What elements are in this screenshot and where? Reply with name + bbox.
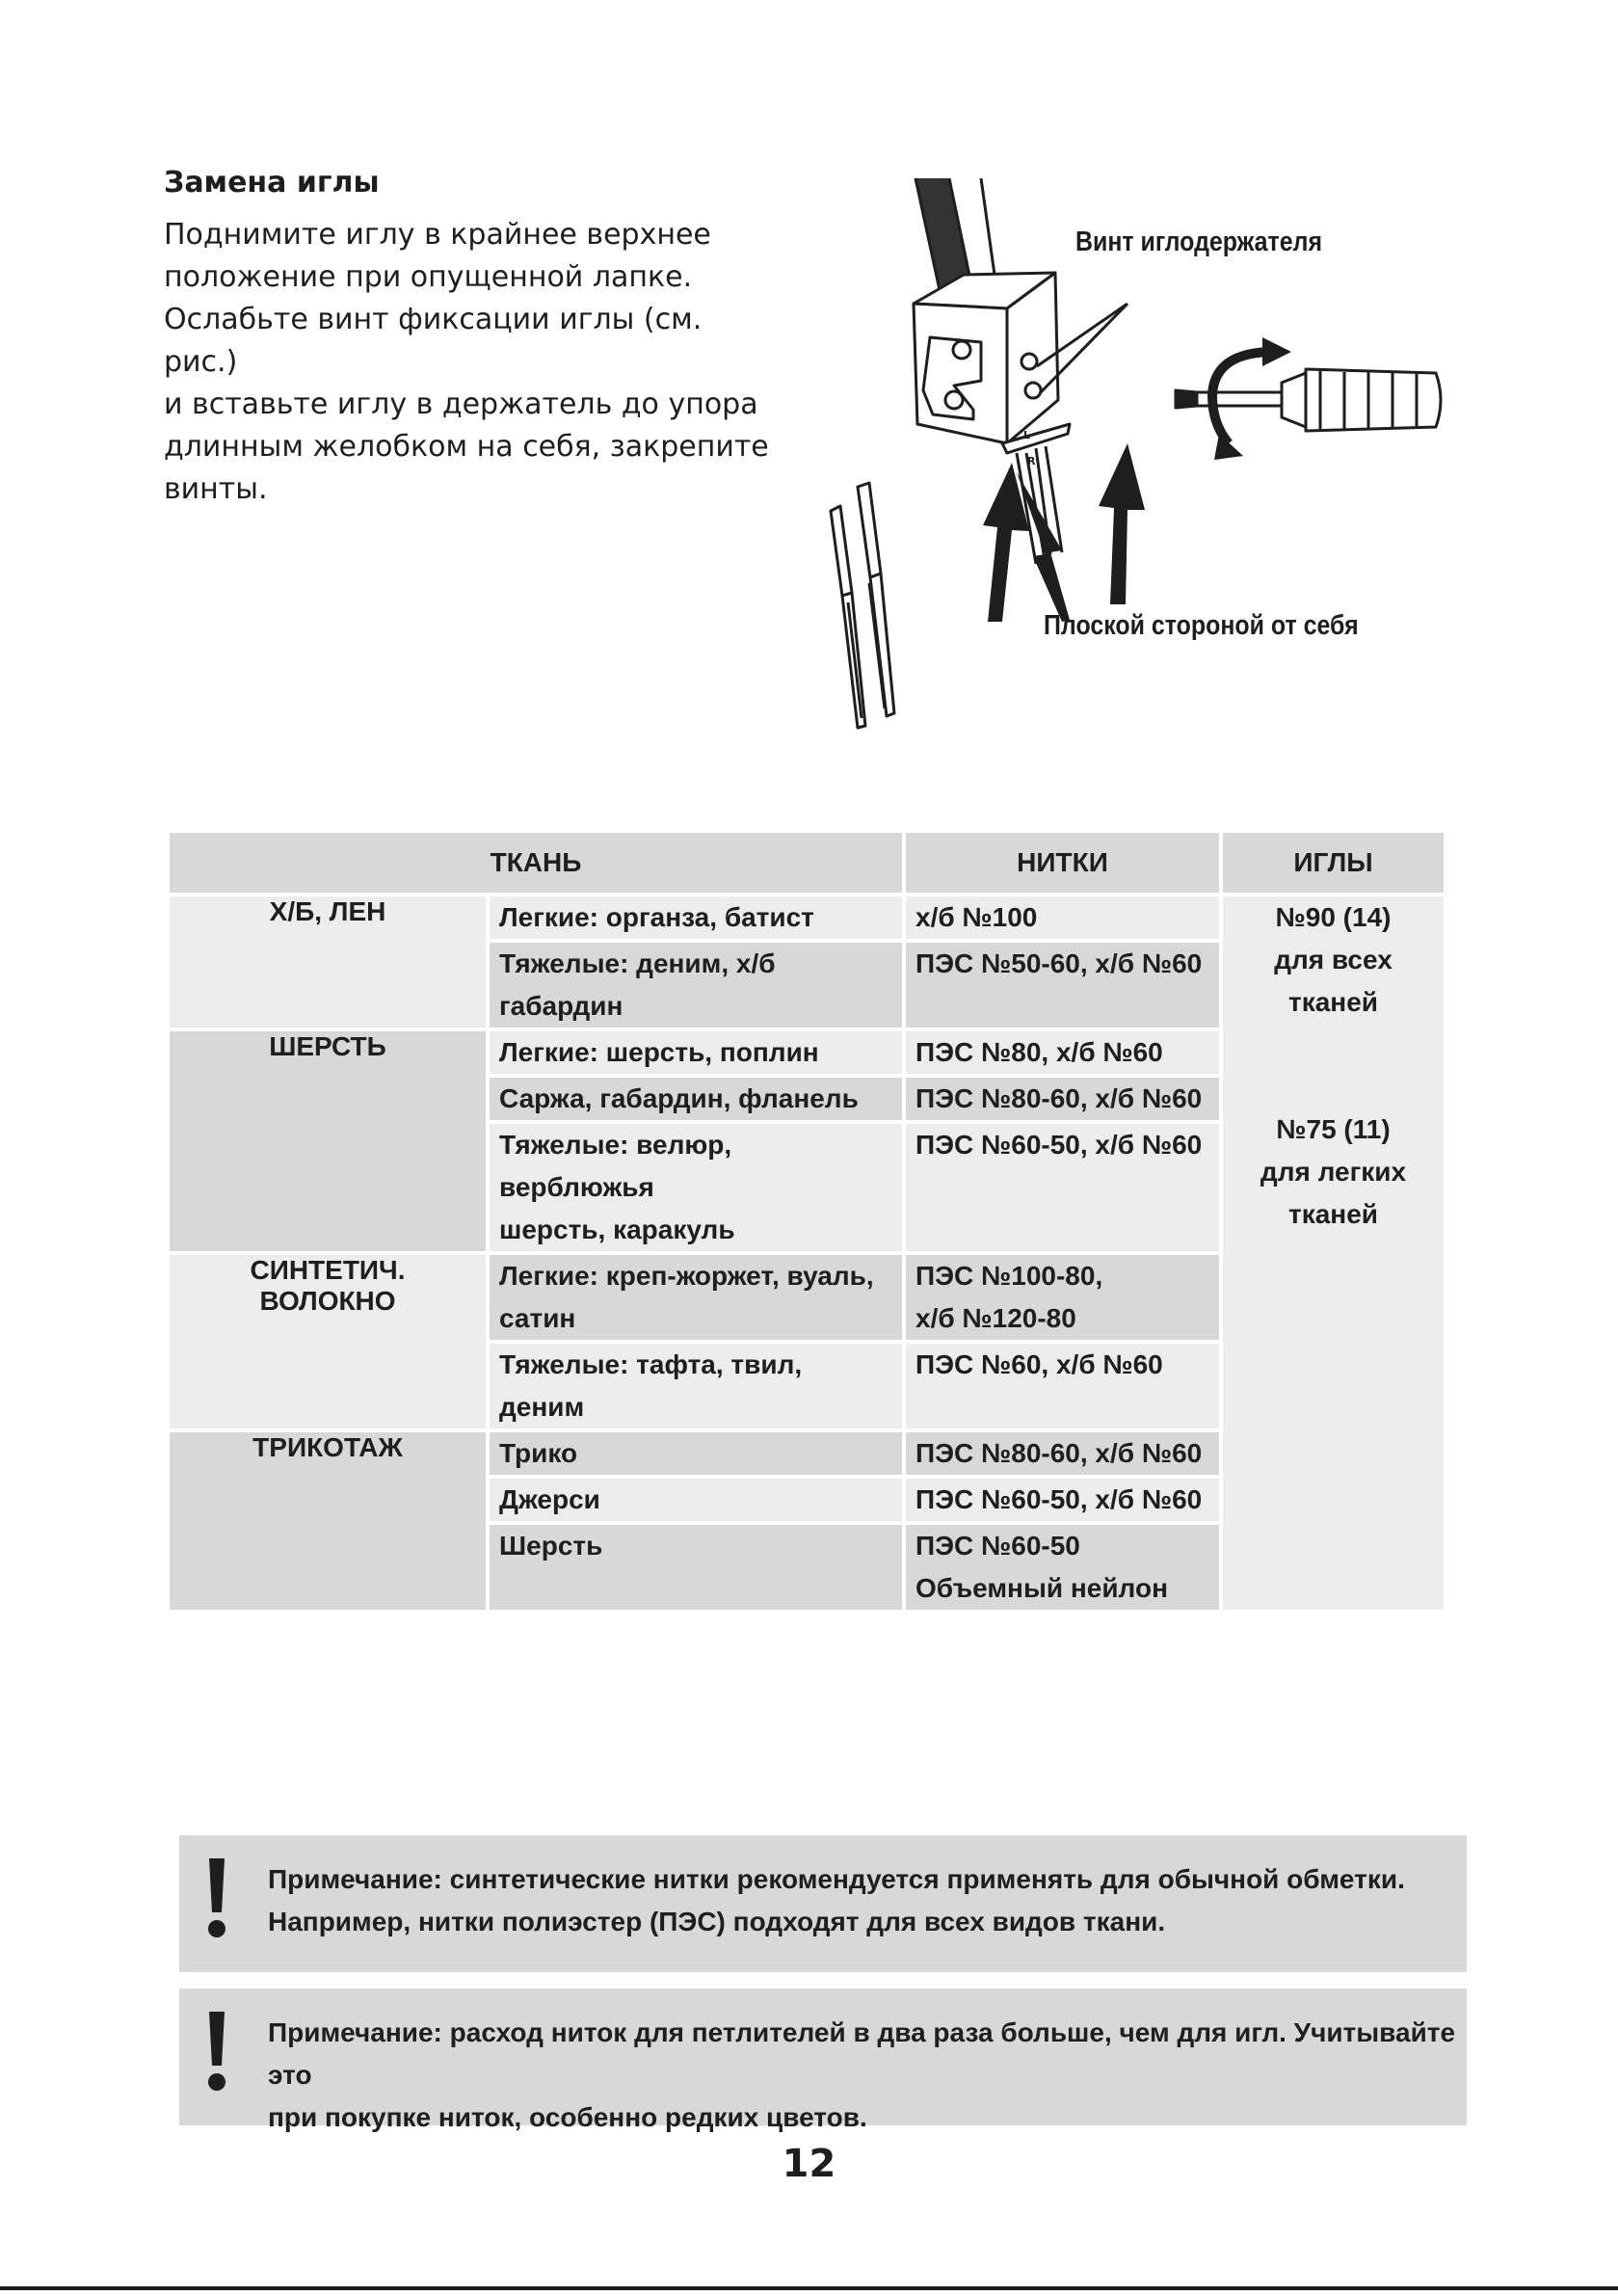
note-box — [179, 1835, 1467, 1972]
instruction-line: Ослабьте винт фиксации иглы (см. рис.) — [164, 303, 703, 379]
thread-cell: ПЭС №80, х/б №60 — [906, 1031, 1219, 1074]
exclamation-icon — [206, 2012, 227, 2093]
note-box — [179, 1989, 1467, 2132]
instruction-text — [164, 214, 781, 511]
holder-mark-left: L — [1023, 429, 1031, 441]
screw-label: Винт иглодержателя — [1075, 227, 1323, 257]
thread-cell: ПЭС №80-60, х/б №60 — [906, 1078, 1219, 1120]
thread-cell: ПЭС №60, х/б №60 — [906, 1344, 1219, 1428]
thread-cell: ПЭС №60-50 Объемный нейлон — [906, 1525, 1219, 1610]
thread-cell: ПЭС №60-50, х/б №60 — [906, 1479, 1219, 1521]
fabric-cell: Трико — [490, 1432, 902, 1475]
fabric-group-cell: Х/Б, ЛЕН — [170, 896, 486, 1028]
fabric-cell: Легкие: креп-жоржет, вуаль, сатин — [490, 1255, 902, 1340]
fabric-group-cell: ШЕРСТЬ — [170, 1031, 486, 1251]
instruction-line: Поднимите иглу в крайнее верхнее — [164, 218, 711, 252]
instruction-line: длинным желобком на себя, закрепите — [164, 430, 769, 464]
header-needles: ИГЛЫ — [1223, 833, 1444, 893]
needle-replacement-figure — [809, 169, 1503, 795]
note-text: Примечание: расход ниток для петлителей в два раза больше, чем для игл. Учитывайте это при покупке ниток, особенно редких цветов. — [268, 2017, 1456, 2132]
instruction-line: положение при опущенной лапке. — [164, 260, 693, 294]
fabric-cell: Тяжелые: тафта, твил, деним — [490, 1344, 902, 1428]
thread-cell: х/б №100 — [906, 896, 1219, 939]
thread-cell: ПЭС №50-60, х/б №60 — [906, 943, 1219, 1028]
fabric-cell: Тяжелые: деним, х/б габардин — [490, 943, 902, 1028]
fabric-cell: Джерси — [490, 1479, 902, 1521]
table-header-row — [170, 833, 1444, 893]
instruction-line: и вставьте иглу в держатель до упора — [164, 387, 758, 421]
needles-cell: №90 (14) для всех тканей №75 (11) для легких тканей — [1223, 896, 1444, 1610]
thread-cell: ПЭС №100-80, х/б №120-80 — [906, 1255, 1219, 1340]
fabric-cell: Шерсть — [490, 1525, 902, 1610]
table-row — [170, 896, 1444, 939]
thread-cell: ПЭС №80-60, х/б №60 — [906, 1432, 1219, 1475]
section-title: Замена иглы — [164, 166, 380, 200]
needle-size-light: №75 (11) — [1276, 1114, 1391, 1144]
needle-bar-edge — [981, 178, 995, 275]
header-thread: НИТКИ — [906, 833, 1219, 893]
footer-rule — [0, 2286, 1618, 2290]
exclamation-icon — [206, 1858, 227, 1939]
header-fabric: ТКАНЬ — [170, 833, 902, 893]
needle-size-all: №90 (14) — [1275, 902, 1392, 932]
page-number: 12 — [782, 2142, 836, 2186]
note-text: Примечание: синтетические нитки рекомендуется применять для обычной обметки. Например, нитки полиэстер (ПЭС) подходят для всех видов ткани. — [268, 1864, 1405, 1936]
fabric-cell: Легкие: шерсть, поплин — [490, 1031, 902, 1074]
instruction-line: винты. — [164, 472, 268, 506]
fabric-group-cell: ТРИКОТАЖ — [170, 1432, 486, 1610]
fabric-cell: Саржа, габардин, фланель — [490, 1078, 902, 1120]
holder-mark-right: R — [1027, 455, 1036, 467]
flat-side-label: Плоской стороной от себя — [1044, 610, 1359, 641]
needle-holder-illustration — [809, 169, 1503, 795]
fabric-cell: Легкие: органза, батист — [490, 896, 902, 939]
fabric-thread-needle-table — [166, 829, 1447, 1614]
thread-cell: ПЭС №60-50, х/б №60 — [906, 1124, 1219, 1251]
fabric-group-cell: СИНТЕТИЧ. ВОЛОКНО — [170, 1255, 486, 1428]
fabric-cell: Тяжелые: велюр, верблюжья шерсть, каракуль — [490, 1124, 902, 1251]
